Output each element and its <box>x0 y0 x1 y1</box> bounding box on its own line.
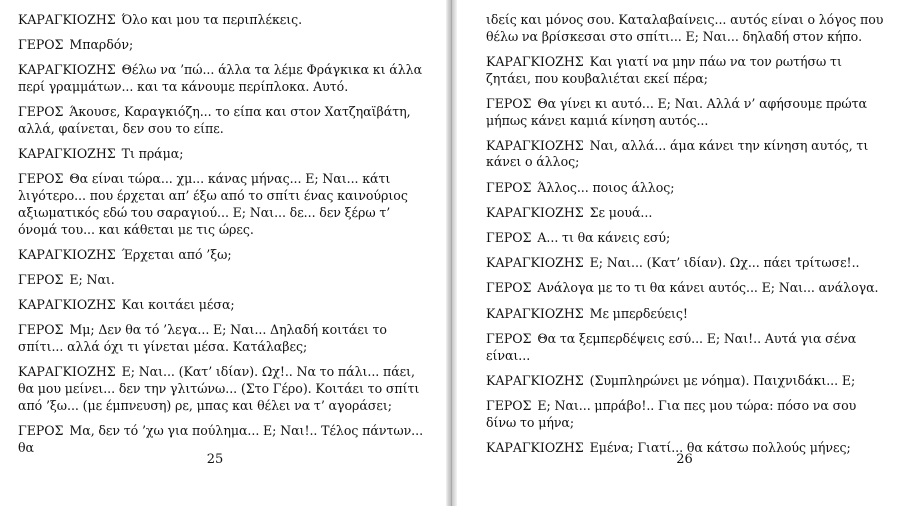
speaker-name: ΓΕΡΟΣ <box>18 322 64 338</box>
paragraph <box>18 272 432 289</box>
speaker-name: ΚΑΡΑΓΚΙΟΖΗΣ <box>486 255 584 271</box>
dialogue-line: Ε; Ναι. <box>69 271 115 287</box>
page-number: 25 <box>206 452 224 467</box>
paragraph <box>486 373 887 390</box>
speaker-name: ΓΕΡΟΣ <box>486 95 532 111</box>
paragraph <box>18 364 432 414</box>
paragraph <box>18 297 432 314</box>
dialogue-line: Θα τα ξεμπερδέψεις εσύ... Ε; Ναι!.. Αυτά για σένα είναι... <box>486 330 857 363</box>
speaker-name: ΚΑΡΑΓΚΙΟΖΗΣ <box>18 297 116 313</box>
dialogue-line: Α... τι θα κάνεις εσύ; <box>537 230 671 246</box>
paragraph <box>486 54 887 87</box>
speaker-name: ΚΑΡΑΓΚΙΟΖΗΣ <box>18 364 116 380</box>
dialogue-line: Τι πράμα; <box>121 146 184 162</box>
speaker-name: ΚΑΡΑΓΚΙΟΖΗΣ <box>486 137 584 153</box>
dialogue-line: Μπαρδόν; <box>69 37 134 53</box>
paragraph <box>486 280 887 297</box>
paragraph <box>18 12 432 29</box>
paragraph <box>486 306 887 323</box>
dialogue-line: Μμ; Δεν θα τό ’λεγα... Ε; Ναι... Δηλαδή κοιτάει το σπίτι... αλλά όχι τι γίνεται μέσα. Κατάλαβες; <box>18 322 387 355</box>
dialogue-line: Με μπερδεύεις! <box>589 305 688 321</box>
speaker-name: ΓΕΡΟΣ <box>18 422 64 438</box>
paragraph <box>18 62 432 95</box>
speaker-name: ΚΑΡΑΓΚΙΟΖΗΣ <box>486 372 584 388</box>
speaker-name: ΚΑΡΑΓΚΙΟΖΗΣ <box>486 53 584 69</box>
speaker-name: ΚΑΡΑΓΚΙΟΖΗΣ <box>486 439 584 455</box>
paragraph <box>486 398 887 431</box>
dialogue-line: Και γιατί να μην πάω να τον ρωτήσω τι ζητάει, που κουβαλιέται εκεί πέρα; <box>486 53 842 86</box>
dialogue-line: Εμένα; Γιατί... θα κάτσω πολλούς μήνες; <box>589 439 851 455</box>
dialogue-line: Και κοιτάει μέσα; <box>121 297 235 313</box>
paragraph <box>18 322 432 355</box>
speaker-name: ΚΑΡΑΓΚΙΟΖΗΣ <box>18 146 116 162</box>
paragraph <box>486 12 887 45</box>
paragraph <box>18 146 432 163</box>
dialogue-line: Μα, δεν τό ’χω για πούλημα... Ε; Ναι!.. Τέλος πάντων... θα <box>18 422 424 455</box>
paragraph <box>486 331 887 364</box>
speaker-name: ΓΕΡΟΣ <box>486 230 532 246</box>
dialogue-line: ιδείς και μόνος σου. Καταλαβαίνεις... αυτός είναι ο λόγος που θέλω να βρίσκεσαι στο σπίτι... Ε; Ναι... δηλαδή στον κήπο. <box>486 12 884 44</box>
speaker-name: ΓΕΡΟΣ <box>486 179 532 195</box>
paragraph <box>18 171 432 238</box>
left-page <box>0 0 446 506</box>
speaker-name: ΚΑΡΑΓΚΙΟΖΗΣ <box>486 204 584 220</box>
speaker-name: ΓΕΡΟΣ <box>486 397 532 413</box>
speaker-name: ΚΑΡΑΓΚΙΟΖΗΣ <box>18 12 116 27</box>
right-page-text <box>486 12 887 457</box>
right-page <box>457 0 901 506</box>
paragraph <box>18 37 432 54</box>
dialogue-line: Ανάλογα με το τι θα κάνει αυτός... Ε; Ναι... ανάλογα. <box>537 280 879 296</box>
dialogue-line: Όλο και μου τα περιπλέκεις. <box>121 12 303 27</box>
dialogue-line: Έρχεται από ’ξω; <box>121 246 232 262</box>
dialogue-line: Ε; Ναι... μπράβο!.. Για πες μου τώρα: πόσο να σου δίνω το μήνα; <box>486 397 857 430</box>
dialogue-line: Θέλω να ’πώ... άλλα τα λέμε Φράγκικα κι άλλα περί γραμμάτων... και τα κάνουμε περίπλοκα. Αυτό. <box>18 62 423 95</box>
dialogue-line: Άκουσε, Καραγκιόζη... το είπα και στον Χατζηαϊβάτη, αλλά, φαίνεται, δεν σου το είπε. <box>18 104 411 137</box>
speaker-name: ΓΕΡΟΣ <box>486 330 532 346</box>
speaker-name: ΓΕΡΟΣ <box>18 104 64 120</box>
left-page-text <box>18 12 432 456</box>
dialogue-line: Θα γίνει κι αυτό... Ε; Ναι. Αλλά ν’ αφήσουμε πρώτα μήπως κάνει καμιά κίνηση αυτός... <box>486 95 868 128</box>
speaker-name: ΚΑΡΑΓΚΙΟΖΗΣ <box>486 305 584 321</box>
dialogue-line: Ε; Ναι... (Κατ’ ιδίαν). Ωχ... πάει τρίτωσε!.. <box>589 255 860 271</box>
paragraph <box>486 138 887 171</box>
page-number: 26 <box>676 452 693 467</box>
paragraph <box>486 205 887 222</box>
paragraph <box>18 104 432 137</box>
speaker-name: ΚΑΡΑΓΚΙΟΖΗΣ <box>18 62 116 78</box>
dialogue-line: Σε μουά... <box>589 204 653 220</box>
book-gutter <box>446 0 457 506</box>
dialogue-line: (Συμπληρώνει με νόημα). Παιχνιδάκι... Ε; <box>589 372 856 388</box>
speaker-name: ΓΕΡΟΣ <box>486 280 532 296</box>
paragraph <box>486 255 887 272</box>
dialogue-line: Ναι, αλλά... άμα κάνει την κίνηση αυτός, τι κάνει ο άλλος; <box>486 137 869 170</box>
speaker-name: ΓΕΡΟΣ <box>18 171 64 187</box>
dialogue-line: Ε; Ναι... (Κατ’ ιδίαν). Ωχ!.. Να το πάλι... πάει, θα μου μείνει... δεν την γλιτώνω... (Στο Γέρο). Κοιτάει το σπίτι από ’ξω... (με έμπνευση) ρε, μπας και θέλει να τ’ αγοράσει; <box>18 364 420 413</box>
dialogue-line: Άλλος... ποιος άλλος; <box>537 179 675 195</box>
paragraph <box>18 247 432 264</box>
paragraph <box>486 96 887 129</box>
speaker-name: ΓΕΡΟΣ <box>18 271 64 287</box>
speaker-name: ΓΕΡΟΣ <box>18 37 64 53</box>
paragraph <box>486 180 887 197</box>
paragraph <box>486 230 887 247</box>
dialogue-line: Θα είναι τώρα... χμ... κάνας μήνας... Ε; Ναι... κάτι λιγότερο... που έρχεται απ’ έξω από το σπίτι ένας καινούριος αξιωματικός εδώ του σαραγιού... Ε; Ναι... δε... δεν ξέρω τ’ όνομά του... και κάθεται με τις ώρες. <box>18 171 408 237</box>
speaker-name: ΚΑΡΑΓΚΙΟΖΗΣ <box>18 246 116 262</box>
